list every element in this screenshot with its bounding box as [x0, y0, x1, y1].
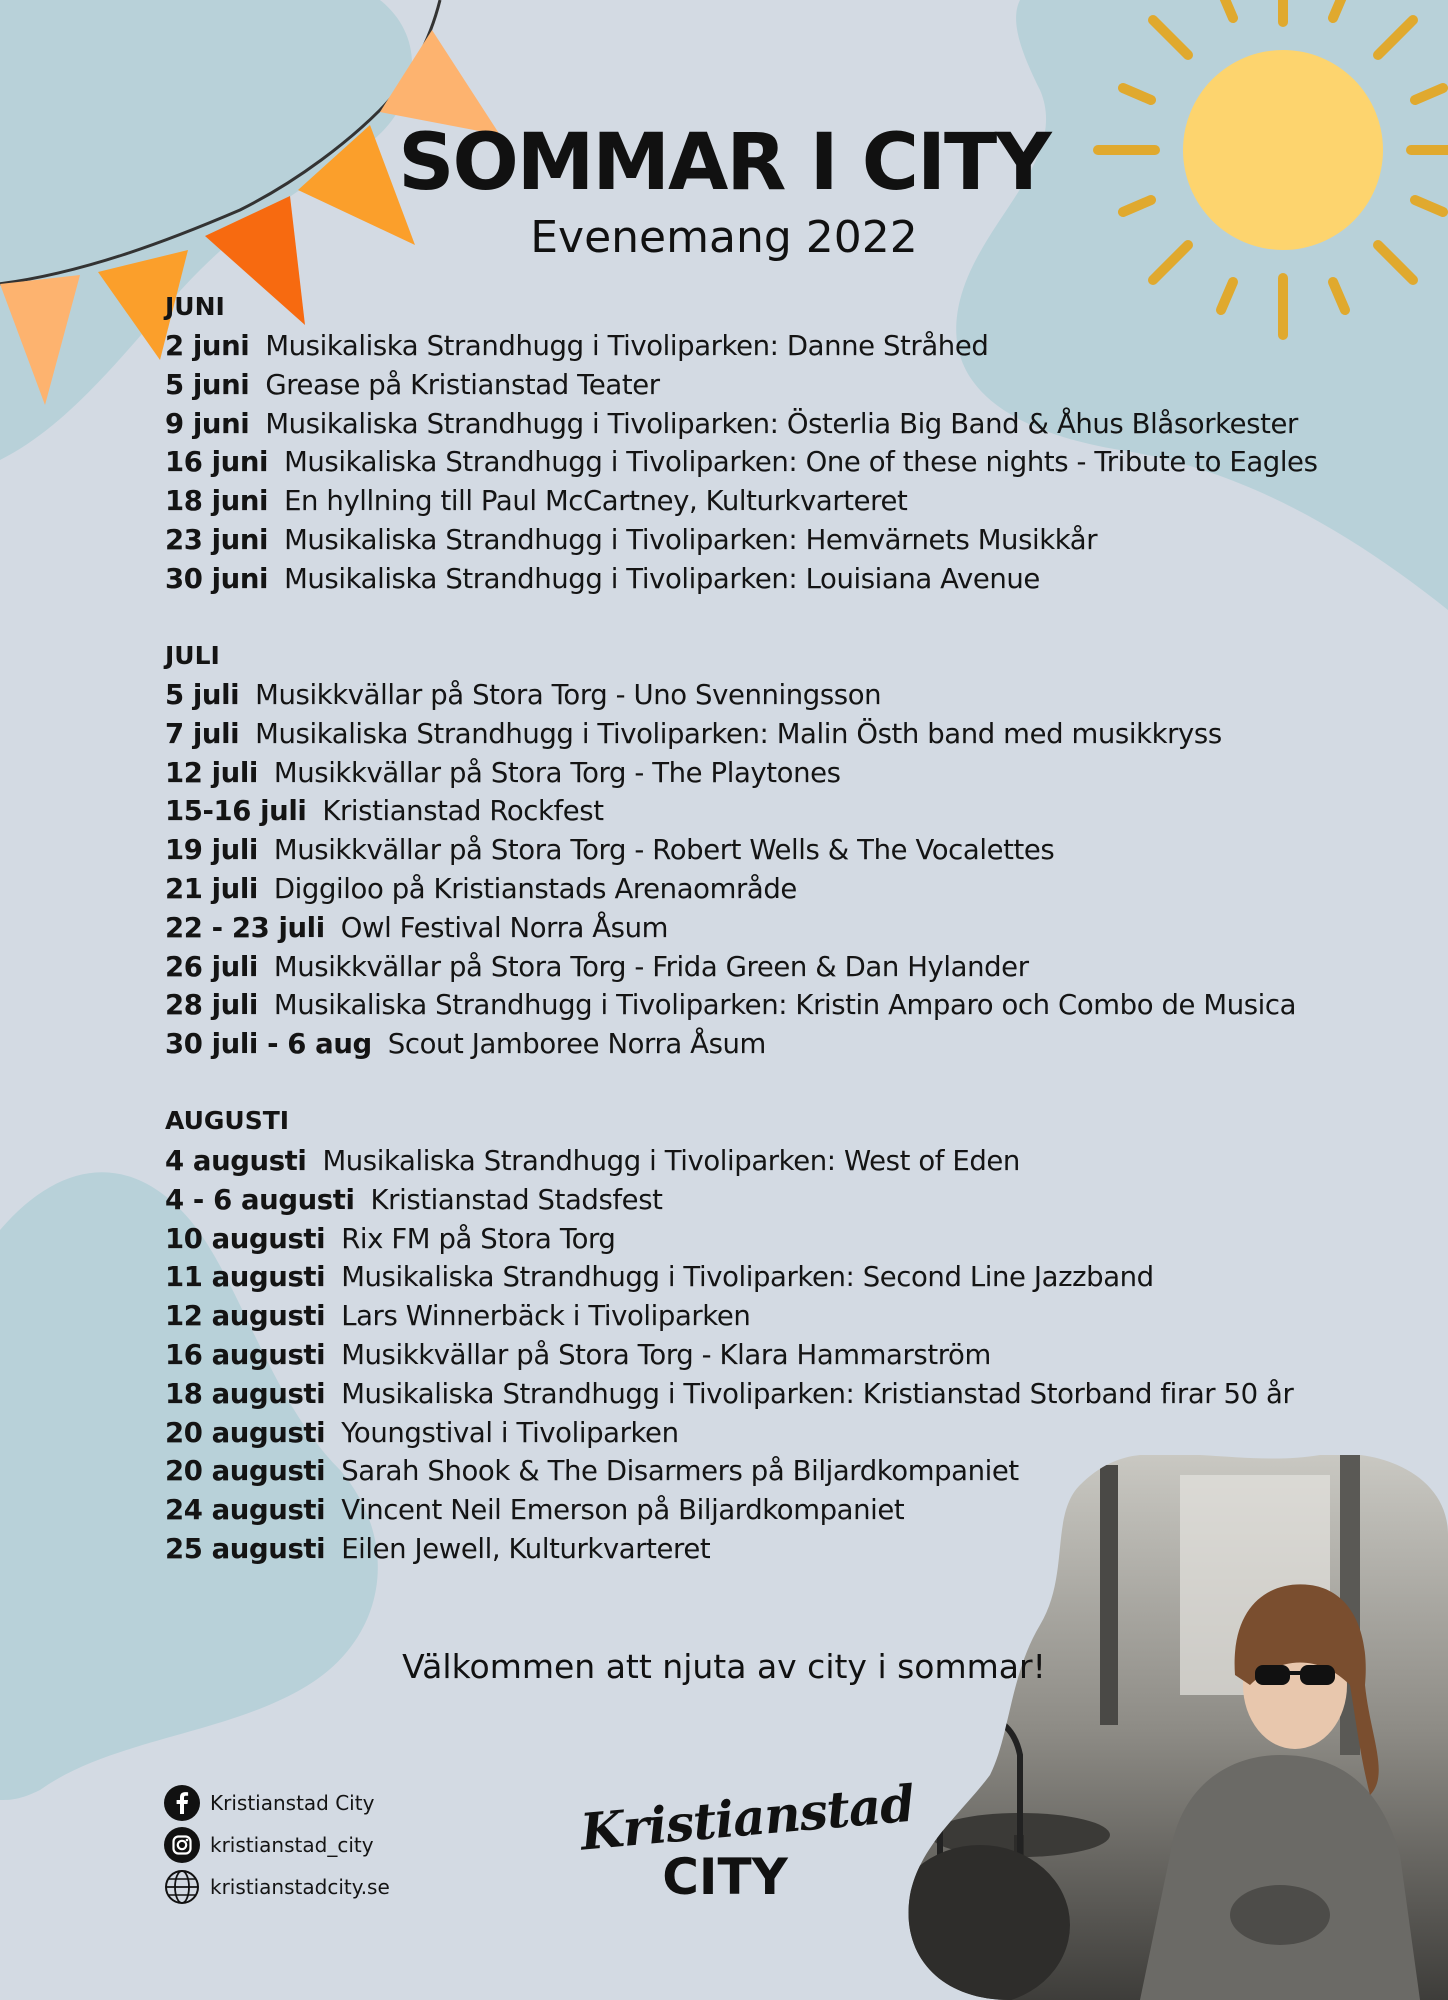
social-link-instagram[interactable]	[164, 1824, 390, 1866]
event-text: Eilen Jewell, Kulturkvarteret	[341, 1532, 711, 1565]
event-text: Musikkvällar på Stora Torg - Uno Svenningsson	[255, 679, 882, 711]
event-text: Kristianstad Stadsfest	[370, 1183, 663, 1216]
event-date: 23 juni	[165, 523, 269, 556]
list-item	[165, 1414, 1293, 1453]
list-item	[165, 1220, 1293, 1259]
event-date: 24 augusti	[165, 1494, 326, 1527]
event-date: 15-16 juli	[165, 795, 307, 828]
cafe-photo	[900, 1455, 1448, 2000]
event-text: Musikaliska Strandhugg i Tivoliparken: Kristin Amparo och Combo de Musica	[273, 989, 1297, 1022]
event-date: 16 augusti	[165, 1338, 326, 1371]
event-date: 12 juli	[165, 756, 258, 789]
social-link-facebook[interactable]	[164, 1782, 390, 1824]
list-item	[165, 1336, 1293, 1375]
event-date: 22 - 23 juli	[165, 911, 325, 944]
event-date: 5 juli	[165, 679, 240, 711]
event-date: 10 augusti	[165, 1222, 326, 1255]
month-heading-augusti: AUGUSTI	[165, 1106, 290, 1135]
list-item	[165, 754, 1296, 793]
event-text: En hyllning till Paul McCartney, Kulturkvarteret	[284, 485, 908, 518]
list-item	[165, 986, 1296, 1025]
event-text: Musikaliska Strandhugg i Tivoliparken: West of Eden	[322, 1145, 1020, 1177]
event-date: 20 augusti	[165, 1455, 326, 1488]
event-date: 7 juli	[165, 717, 240, 750]
event-date: 30 juli - 6 aug	[165, 1028, 372, 1061]
event-text: Scout Jamboree Norra Åsum	[387, 1028, 766, 1061]
month-heading-juni: JUNI	[165, 292, 225, 321]
facebook-icon	[164, 1785, 200, 1821]
logo-word: CITY	[662, 1848, 788, 1906]
event-list-juni	[165, 327, 1318, 599]
instagram-icon	[164, 1827, 200, 1863]
event-text: Youngstival i Tivoliparken	[341, 1416, 679, 1449]
event-text: Vincent Neil Emerson på Biljardkompaniet	[341, 1494, 905, 1527]
event-date: 21 juli	[165, 872, 258, 905]
list-item	[165, 327, 1318, 366]
social-links	[164, 1782, 390, 1908]
event-date: 30 juni	[165, 562, 269, 595]
event-date: 20 augusti	[165, 1416, 326, 1449]
social-link-website[interactable]	[164, 1866, 390, 1908]
globe-icon	[164, 1869, 200, 1905]
month-heading-juli: JULI	[165, 641, 220, 670]
event-text: Lars Winnerbäck i Tivoliparken	[341, 1300, 751, 1333]
event-date: 12 augusti	[165, 1300, 326, 1333]
event-text: Musikkvällar på Stora Torg - Frida Green & Dan Hylander	[273, 950, 1029, 983]
event-date: 18 juni	[165, 485, 269, 518]
event-text: Musikaliska Strandhugg i Tivoliparken: Louisiana Avenue	[284, 562, 1040, 595]
list-item	[165, 405, 1318, 444]
event-date: 28 juli	[165, 989, 258, 1022]
event-text: Sarah Shook & The Disarmers på Biljardkompaniet	[341, 1455, 1019, 1488]
page-subtitle: Evenemang 2022	[530, 212, 918, 263]
event-date: 9 juni	[165, 407, 250, 440]
event-date: 16 juni	[165, 446, 269, 479]
logo-script: Kristianstad	[577, 1773, 917, 1862]
event-text: Musikkvällar på Stora Torg - Klara Hammarström	[341, 1338, 991, 1371]
event-text: Musikaliska Strandhugg i Tivoliparken: Österlia Big Band & Åhus Blåsorkester	[265, 407, 1298, 440]
social-label: kristianstad_city	[210, 1833, 374, 1857]
event-date: 18 augusti	[165, 1377, 326, 1410]
list-item	[165, 560, 1318, 599]
list-item	[165, 1258, 1293, 1297]
event-text: Musikaliska Strandhugg i Tivoliparken: One of these nights - Tribute to Eagles	[284, 446, 1318, 479]
list-item	[165, 870, 1296, 909]
social-label: kristianstadcity.se	[210, 1875, 390, 1899]
event-text: Musikaliska Strandhugg i Tivoliparken: Second Line Jazzband	[341, 1261, 1154, 1294]
list-item	[165, 948, 1296, 987]
list-item	[165, 1375, 1293, 1414]
event-date: 2 juni	[165, 330, 250, 362]
event-text: Grease på Kristianstad Teater	[265, 368, 660, 401]
kristianstad-city-logo	[577, 1773, 917, 1910]
event-text: Diggiloo på Kristianstads Arenaområde	[273, 872, 797, 905]
list-item	[165, 676, 1296, 715]
event-text: Musikaliska Strandhugg i Tivoliparken: Hemvärnets Musikkår	[284, 523, 1098, 556]
event-text: Musikkvällar på Stora Torg - The Playtones	[273, 756, 841, 789]
list-item	[165, 909, 1296, 948]
list-item	[165, 482, 1318, 521]
social-label: Kristianstad City	[210, 1791, 375, 1815]
event-date: 25 augusti	[165, 1532, 326, 1565]
event-date: 26 juli	[165, 950, 258, 983]
list-item	[165, 1142, 1293, 1181]
event-text: Musikaliska Strandhugg i Tivoliparken: Danne Stråhed	[265, 330, 989, 362]
event-text: Owl Festival Norra Åsum	[340, 911, 669, 944]
event-date: 4 - 6 augusti	[165, 1183, 355, 1216]
event-text: Kristianstad Rockfest	[322, 795, 604, 828]
event-text: Musikkvällar på Stora Torg - Robert Wells & The Vocalettes	[273, 834, 1055, 867]
list-item	[165, 521, 1318, 560]
list-item	[165, 1297, 1293, 1336]
event-text: Musikaliska Strandhugg i Tivoliparken: Kristianstad Storband firar 50 år	[341, 1377, 1294, 1410]
welcome-text: Välkommen att njuta av city i sommar!	[402, 1647, 1046, 1686]
list-item	[165, 831, 1296, 870]
event-date: 4 augusti	[165, 1145, 307, 1177]
event-list-juli	[165, 676, 1296, 1064]
list-item	[165, 443, 1318, 482]
event-date: 5 juni	[165, 368, 250, 401]
list-item	[165, 1181, 1293, 1220]
list-item	[165, 1025, 1296, 1064]
page-title: SOMMAR I CITY	[398, 118, 1050, 208]
event-date: 19 juli	[165, 834, 258, 867]
event-date: 11 augusti	[165, 1261, 326, 1294]
list-item	[165, 792, 1296, 831]
list-item	[165, 366, 1318, 405]
event-text: Musikaliska Strandhugg i Tivoliparken: Malin Östh band med musikkryss	[255, 717, 1222, 750]
list-item	[165, 715, 1296, 754]
event-text: Rix FM på Stora Torg	[341, 1222, 616, 1255]
